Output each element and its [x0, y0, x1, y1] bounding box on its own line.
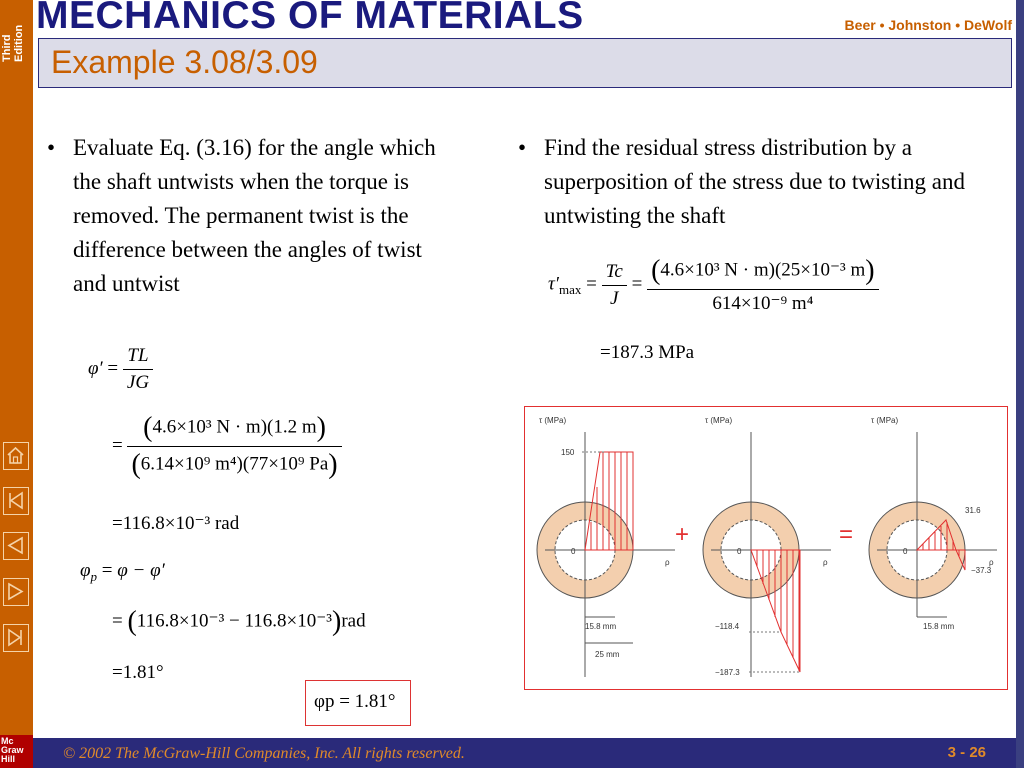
left-bullet: • Evaluate Eq. (3.16) for the angle which the shaft untwists when the torque is removed. The permanent twist is the difference between the angles of twist and untwist — [47, 135, 436, 296]
equals-sign: = — [839, 521, 854, 548]
first-slide-button[interactable] — [3, 487, 29, 515]
previous-slide-button[interactable] — [3, 532, 29, 560]
p1-origin: 0 — [571, 547, 576, 556]
edition-label: Third Edition — [1, 24, 25, 62]
answer-box — [305, 680, 411, 726]
last-slide-icon — [6, 627, 25, 648]
eq-tau-result: =187.3 MPa — [600, 342, 695, 363]
p3-origin: 0 — [903, 547, 908, 556]
next-slide-icon — [6, 581, 25, 602]
sidebar — [0, 0, 33, 768]
mcgraw-hill-logo: Mc Graw Hill — [0, 735, 33, 768]
p2-origin: 0 — [737, 547, 742, 556]
subtitle-box — [38, 38, 1012, 88]
p2-rho: ρ — [823, 558, 828, 567]
right-bullet-text: Find the residual stress distribution by a superposition of the stress due to twisting and untwisting the shaft — [544, 135, 965, 228]
panel-twisting — [537, 432, 675, 677]
p2-axis-label: τ (MPa) — [705, 416, 733, 425]
eq-degrees: =1.81° — [112, 662, 164, 683]
right-bar — [1016, 0, 1024, 768]
first-slide-icon — [6, 490, 25, 511]
eq-difference: = (116.8×10⁻³ − 116.8×10⁻³)rad — [112, 606, 366, 637]
residual-stress-figure — [524, 406, 1008, 690]
p3-v2: −37.3 — [971, 566, 992, 575]
slide-title: Example 3.08/3.09 — [51, 44, 318, 80]
answer-text: φp = 1.81° — [314, 691, 396, 712]
previous-slide-icon — [6, 535, 25, 556]
stress-diagram-svg — [525, 407, 1006, 688]
p3-rho: ρ — [989, 558, 994, 567]
panel-residual — [869, 432, 997, 617]
eq-phi-p: $\varphi_p = \varphi - \varphi'$ — [80, 560, 165, 584]
eq-tau-max: $\tau'_{max}$ = $\frac{Tc}{J}$ = $\frac{\text{(4.6×10³ N · m)(25×10⁻³ m)}}{\text{614×10⁻⁹ m⁴}}$ — [548, 255, 879, 315]
eq-substitution: = $\frac{\text{(4.6×10³ N · m)(1.2 m)}}{\text{(6.14×10⁹ m⁴)(77×10⁹ Pa)}}$ — [112, 412, 342, 481]
p3-v1: 31.6 — [965, 506, 981, 515]
panel-untwisting — [703, 432, 831, 677]
p1-axis-label: τ (MPa) — [539, 416, 567, 425]
next-slide-button[interactable] — [3, 578, 29, 606]
footer — [33, 738, 1016, 768]
page-number: 3 - 26 — [947, 744, 986, 761]
p1-dim2: 25 mm — [595, 650, 620, 659]
p2-v2: −187.3 — [715, 668, 740, 677]
p1-dim1: 15.8 mm — [585, 622, 617, 631]
eq-phi-prime: φ′ = $\frac{TL}{JG}$ — [88, 345, 153, 394]
home-icon — [6, 445, 25, 466]
last-slide-button[interactable] — [3, 624, 29, 652]
home-button[interactable] — [3, 442, 29, 470]
eq-result-rad: =116.8×10⁻³ rad — [112, 513, 240, 534]
p2-v1: −118.4 — [715, 622, 740, 631]
p1-peak-label: 150 — [561, 448, 575, 457]
p3-axis-label: τ (MPa) — [871, 416, 899, 425]
authors: Beer • Johnston • DeWolf — [844, 17, 1012, 33]
copyright: © 2002 The McGraw-Hill Companies, Inc. All rights reserved. — [63, 745, 465, 762]
right-bullet: • Find the residual stress distribution by a superposition of the stress due to twisting and untwisting the shaft — [518, 135, 965, 228]
p3-dim1: 15.8 mm — [923, 622, 955, 631]
left-bullet-text: Evaluate Eq. (3.16) for the angle which the shaft untwists when the torque is removed. The permanent twist is the difference between the angles of twist and untwist — [73, 135, 436, 296]
course-title: MECHANICS OF MATERIALS — [36, 0, 584, 37]
p1-rho: ρ — [665, 558, 670, 567]
plus-sign: + — [675, 521, 690, 548]
